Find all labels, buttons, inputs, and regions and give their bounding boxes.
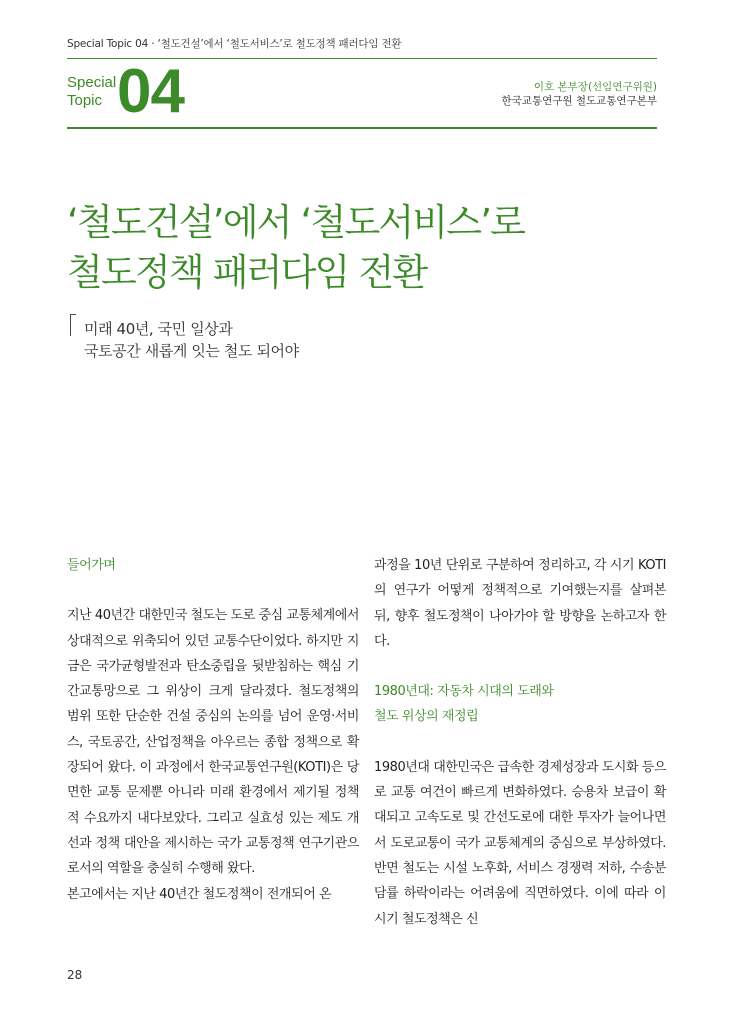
article-title [67, 198, 524, 298]
article-subtitle [84, 318, 299, 362]
subtitle-line-1: 미래 40년, 국민 일상과 [84, 320, 233, 338]
paragraph-scope-continued: 과정을 10년 단위로 구분하여 정리하고, 각 시기 KOTI의 연구가 어떻게 정책적으로 기여했는지를 살펴본 뒤, 향후 철도정책이 나아가야 할 방향을 논하고자 한다. [374, 558, 666, 649]
special-label-line2: Topic [67, 92, 103, 109]
subtitle-marker-tick [70, 314, 76, 315]
title-line-2: 철도정책 패러다임 전환 [67, 251, 427, 294]
title-line-1: ‘철도건설’에서 ‘철도서비스’로 [67, 201, 525, 244]
page-number: 28 [67, 968, 83, 982]
header-bottom-rule [67, 127, 657, 129]
body-column-left [67, 553, 359, 907]
section-heading-intro: 들어가며 [67, 558, 116, 573]
special-label-line1: Special [67, 74, 117, 91]
author-organization: 한국교통연구원 철도교통연구본부 [501, 95, 657, 107]
author-name: 이호 본부장(선임연구위원) [533, 81, 657, 93]
body-column-right [374, 553, 666, 932]
paragraph-intro: 지난 40년간 대한민국 철도는 도로 중심 교통체계에서 상대적으로 위축되어 있던 교통수단이었다. 하지만 지금은 국가균형발전과 탄소중립을 뒷받침하는 핵심 기간교통망으로 그 위상이 크게 달라졌다. 철도정책의 범위 또한 단순한 건설 중심의 논의를 넘어 운영·서비스, 국토공간, 산업정책을 아우르는 종합 정책으로 확장되어 왔다. 이 과정에서 한국교통연구원(KOTI)은 당면한 교통 문제뿐 아니라 미래 환경에서 제기될 정책적 수요까지 내다보았다. 그리고 실효성 있는 제도 개선과 정책 대안을 제시하는 국가 교통정책 연구기관으로서의 역할을 충실히 수행해 왔다. [67, 608, 360, 877]
paragraph-1980s: 1980년대 대한민국은 급속한 경제성장과 도시화 등으로 교통 여건이 빠르게 변화하였다. 승용차 보급이 확대되고 고속도로 및 간선도로에 대한 투자가 늘어나면서 도로교통이 국가 교통체계의 중심으로 부상하였다. 반면 철도는 시설 노후화, 서비스 경쟁력 저하, 수송분담률 하락이라는 어려움에 직면하였다. 이에 따라 이 시기 철도정책은 신 [374, 759, 666, 927]
section-heading-1980s-line2: 철도 위상의 재정립 [374, 709, 479, 725]
paragraph-scope: 본고에서는 지난 40년간 철도정책이 전개되어 온 [67, 886, 332, 902]
subtitle-marker [70, 314, 71, 336]
running-head: Special Topic 04 · ‘철도건설’에서 ‘철도서비스’로 철도정책 패러다임 전환 [67, 38, 402, 50]
topic-number: 04 [117, 57, 184, 126]
section-heading-1980s [374, 679, 666, 730]
special-topic-label [67, 74, 116, 110]
section-heading-1980s-line1: 1980년대: 자동차 시대의 도래와 [374, 684, 554, 700]
author-block [502, 80, 657, 108]
subtitle-line-2: 국토공간 새롭게 잇는 철도 되어야 [84, 342, 299, 360]
